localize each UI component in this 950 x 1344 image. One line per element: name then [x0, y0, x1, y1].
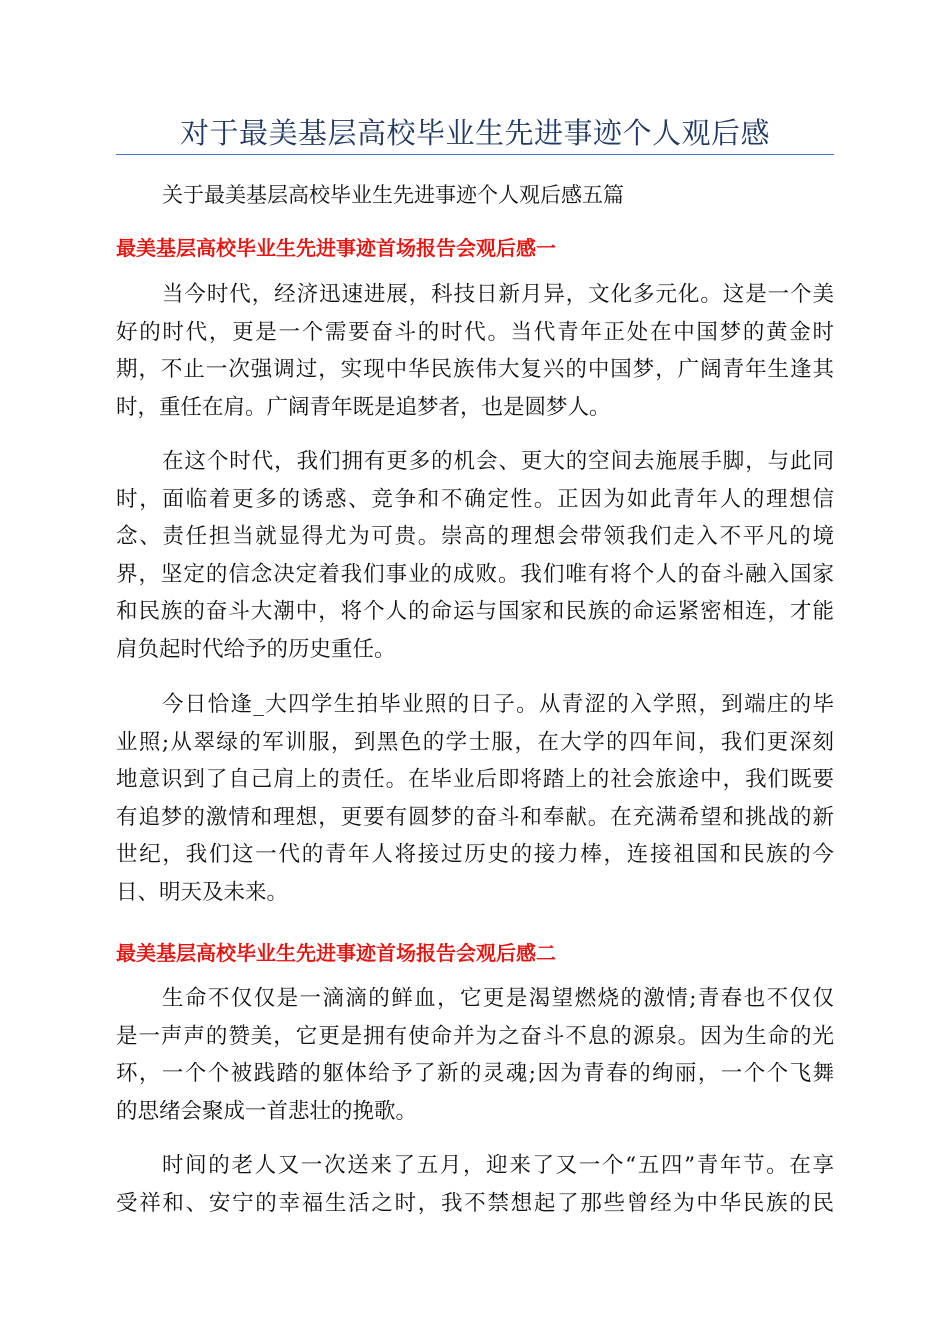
paragraph-line: 的思绪会聚成一首悲壮的挽歌。 — [116, 1098, 418, 1124]
title-underline — [116, 154, 834, 155]
paragraph-line: 时间的老人又一次送来了五月，迎来了又一个“五四”青年节。在享 — [162, 1153, 834, 1178]
paragraph-line: 时，面临着更多的诱惑、竞争和不确定性。正因为如此青年人的理想信 — [116, 486, 834, 512]
paragraph-line: 今日恰逢_大四学生拍毕业照的日子。从青涩的入学照，到端庄的毕 — [162, 692, 834, 717]
paragraph-line: 受祥和、安宁的幸福生活之时，我不禁想起了那些曾经为中华民族的民 — [116, 1190, 834, 1216]
section-heading-2: 最美基层高校毕业生先进事迹首场报告会观后感二 — [116, 941, 556, 965]
paragraph-line: 地意识到了自己肩上的责任。在毕业后即将踏上的社会旅途中，我们既要 — [116, 767, 834, 792]
paragraph-line: 在这个时代，我们拥有更多的机会、更大的空间去施展手脚，与此同 — [162, 449, 834, 474]
paragraph-line: 和民族的奋斗大潮中，将个人的命运与国家和民族的命运紧密相连，才能 — [116, 599, 834, 624]
document-subtitle: 关于最美基层高校毕业生先进事迹个人观后感五篇 — [162, 183, 624, 207]
paragraph-4 — [116, 980, 834, 1130]
paragraph-line: 念、责任担当就显得尤为可贵。崇高的理想会带领我们走入不平凡的境 — [116, 524, 834, 549]
paragraph-3 — [116, 686, 834, 911]
paragraph-line: 世纪，我们这一代的青年人将接过历史的接力棒，连接祖国和民族的今 — [116, 842, 834, 867]
paragraph-line: 好的时代，更是一个需要奋斗的时代。当代青年正处在中国梦的黄金时 — [116, 319, 834, 345]
paragraph-line: 肩负起时代给予的历史重任。 — [116, 636, 396, 662]
paragraph-line: 业照;从翠绿的军训服，到黑色的学士服，在大学的四年间，我们更深刻 — [116, 729, 834, 755]
paragraph-line: 日、明天及未来。 — [116, 879, 289, 905]
paragraph-line: 界，坚定的信念决定着我们事业的成败。我们唯有将个人的奋斗融入国家 — [116, 561, 834, 587]
paragraph-line: 期，不止一次强调过，实现中华民族伟大复兴的中国梦，广阔青年生逢其 — [116, 357, 834, 382]
paragraph-line: 是一声声的赞美，它更是拥有使命并为之奋斗不息的源泉。因为生命的光 — [116, 1023, 834, 1049]
paragraph-line: 当今时代，经济迅速进展，科技日新月异，文化多元化。这是一个美 — [162, 282, 834, 307]
paragraph-5 — [116, 1147, 834, 1222]
paragraph-line: 生命不仅仅是一滴滴的鲜血，它更是渴望燃烧的激情;青春也不仅仅 — [162, 986, 834, 1011]
paragraph-line: 时，重任在肩。广阔青年既是追梦者，也是圆梦人。 — [116, 394, 611, 420]
paragraph-line: 环，一个个被践踏的躯体给予了新的灵魂;因为青春的绚丽，一个个飞舞 — [116, 1061, 834, 1086]
paragraph-line: 有追梦的激情和理想，更要有圆梦的奋斗和奉献。在充满希望和挑战的新 — [116, 804, 834, 830]
paragraph-1 — [116, 276, 834, 426]
document-title: 对于最美基层高校毕业生先进事迹个人观后感 — [179, 116, 770, 150]
paragraph-2 — [116, 443, 834, 668]
section-heading-1: 最美基层高校毕业生先进事迹首场报告会观后感一 — [116, 236, 556, 260]
